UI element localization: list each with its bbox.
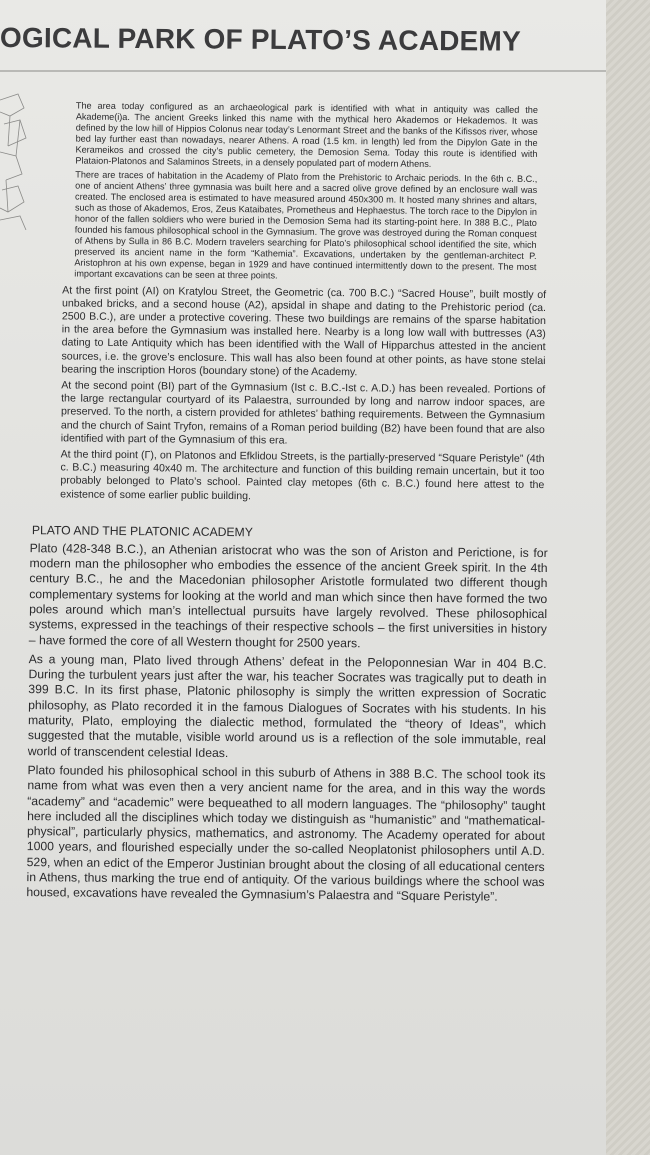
excavation-points-section: [60, 284, 546, 506]
intro-paragraph-1: The area today configured as an archaeological park is identified with what in antiquity was called the Akademe(i)a. The ancient Greeks linked this name with the mythical hero Akademos or Hekademos. It was defined by the low hill of Hippios Colonus near today’s Lenormant Street and the banks of the Kifissos river, whose bed lay further east than nowadays, nearer Athens. A road (1.5 km. in length) led from the Dipylon Gate in the Kerameikos and crossed the city’s public cemetery, the Demosion Sema. Today this route is identified with Plataion-Platonos and Salaminos Streets, in a densely populated part of modern Athens.: [75, 100, 538, 170]
plato-section: [26, 541, 547, 906]
plato-paragraph-2: As a young man, Plato lived through Athens’ defeat in the Peloponnesian War in 404 B.C. During the turbulent years just after the war, his teacher Socrates was tragically put to death in 399 B.C. In its first phase, Platonic philosophy is simply the written expression of Socratic philosophy, as Plato recorded it in the famous Dialogues of Socrates with his students. In his maturity, Plato, employing the dialectic method, formulated the “theory of Ideas”, which suggested that the mutable, visible world around us is a reflection of the sole immutable, real world of transcendent celestial Ideas.: [27, 651, 547, 760]
title-divider: [0, 70, 606, 72]
plato-paragraph-3: Plato founded his philosophical school in this suburb of Athens in 388 B.C. The school took its name from what was even then a very ancient name for the area, and in this way the words “academy” and “academic” were bequeathed to all modern languages. The “philosophy” taught here included all the disciplines which today we distinguish as “humanistic” and “mathematical-physical”, particularly physics, mathematics, and astronomy. The Academy operated for about 1000 years, and flourished especially under the so-called Neoplatonist philosophers until A.D. 529, when an edict of the Emperor Justinian brought about the closing of all educational centers in Athens, thus marking the true end of antiquity. Of the various buildings where the school was housed, excavations have revealed the Gymnasium’s Palaestra and “Square Peristyle”.: [26, 763, 546, 904]
point-g-paragraph: At the third point (Γ), on Platonos and Efklidou Streets, is the partially-preserved “Square Peristyle” (4th c. B.C.) measuring 40x40 m. The architecture and function of this building remain uncertain, but it too probably belonged to Plato’s school. Painted clay metopes (6th c. B.C.) found here attest to the existence of some earlier public building.: [60, 448, 545, 502]
point-b-paragraph: At the second point (BI) part of the Gymnasium (Ist c. B.C.-Ist c. A.D.) has been revealed. Portions of the large rectangular courtyard of its Palaestra, surrounded by long and narrow indoor spaces, are preserved. To the north, a cistern provided for athletes’ bathing requirements. Between the Gymnasium and the church of Saint Tryfon, remains of a Roman period building (B2) have been found that are also identified with part of the Gymnasium of this era.: [60, 379, 546, 447]
plato-paragraph-1: Plato (428-348 B.C.), an Athenian aristocrat who was the son of Ariston and Perictione, is for modern man the philosopher who embodies the essence of the ancient Greek spirit. In the 4th century B.C., he and the Macedonian philosopher Aristotle formulated two different though complementary systems for looking at the world and man which since then have formed the two poles around which man’s intellectual pursuits have largely revolved. These philosophical systems, expressed in the teachings of their respective schools – the first universities in history – have formed the core of all Western thought for 2500 years.: [28, 540, 548, 650]
section-heading: PLATO AND THE PLATONIC ACADEMY: [31, 522, 253, 540]
intro-paragraph-2: There are traces of habitation in the Academy of Plato from the Prehistoric to Archaic periods. In the 6th c. B.C., one of ancient Athens’ three gymnasia was built here and a sacred olive grove defined by an enclosure wall was created. The enclosed area is estimated to have measured around 450x300 m. It hosted many shrines and altars, such as those of Akademos, Eros, Zeus Kataibates, Prometheus and Hephaestus. The torch race to the Dipylon in honor of the fallen soldiers who were buried in the Demosion Sema had its starting-point here. In 388 B.C., Plato founded his famous philosophical school in the Gymnasium. The grove was destroyed during the Roman conquest of Athens by Sulla in 86 B.C. Modern travelers searching for Plato’s philosophical school identified the site, which preserved its ancient name in the form “Kathemia”. Excavations, undertaken by the gentleman-architect P. Aristophron at his own expense, began in 1929 and have continued intermittently down to the present. The most important excavations can be seen at three points.: [74, 169, 538, 281]
board-edge: [606, 0, 650, 1155]
board-title: OGICAL PARK OF PLATO’S ACADEMY: [0, 22, 522, 57]
intro-section: [74, 101, 538, 285]
board-text: [12, 100, 552, 910]
point-a-paragraph: At the first point (AI) on Kratylou Street, the Geometric (ca. 700 B.C.) “Sacred House”, built mostly of unbaked bricks, and a second house (A2), apsidal in shape and dating to the Prehistoric period (ca. 2500 B.C.), are under a protective covering. These two buildings are remains of the sparse habitation in the area before the Gymnasium was installed here. Nearby is a long low wall with buttresses (A3) dating to Late Antiquity which has been identified with the Wall of Hipparchus attested in the ancient sources, i.e. the grove’s enclosure. This wall has also been found at other points, as have stone stelai bearing the inscription Horos (boundary stone) of the Academy.: [61, 283, 547, 378]
